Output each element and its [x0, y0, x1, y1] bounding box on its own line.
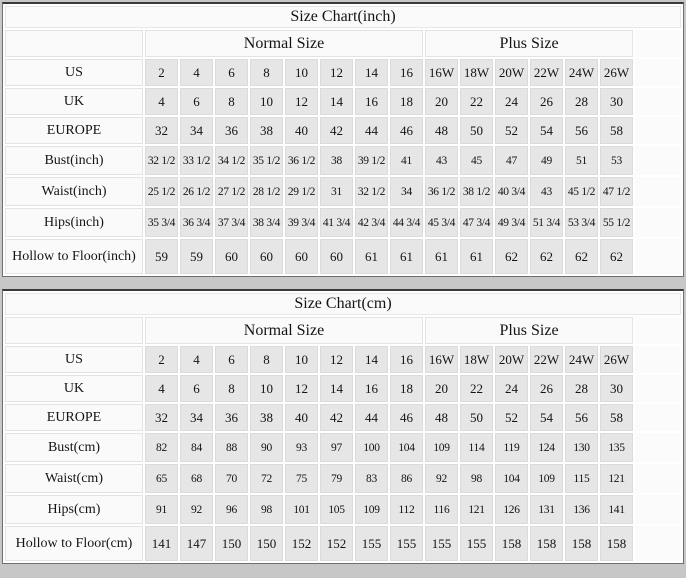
- size-value-cell: 42: [320, 404, 353, 431]
- size-value-cell: 54: [530, 404, 563, 431]
- size-value-cell: 25 1/2: [145, 177, 178, 206]
- size-value-cell: 70: [215, 464, 248, 493]
- row-label: Hips(inch): [5, 208, 143, 237]
- size-value-cell: 34: [390, 177, 423, 206]
- size-value-cell: 10: [250, 375, 283, 402]
- size-value-cell: 91: [145, 495, 178, 524]
- title-row: [5, 293, 681, 315]
- size-value-cell: 141: [145, 526, 178, 561]
- size-value-cell: 30: [600, 88, 633, 115]
- size-value-cell: 24: [495, 88, 528, 115]
- table-row: [5, 117, 681, 144]
- row-label: Hollow to Floor(cm): [5, 526, 143, 561]
- size-value-cell: 38: [320, 146, 353, 175]
- size-value-cell: 46: [390, 117, 423, 144]
- row-label: Waist(inch): [5, 177, 143, 206]
- size-value-cell: 100: [355, 433, 388, 462]
- size-value-cell: 124: [530, 433, 563, 462]
- size-value-cell: 36 3/4: [180, 208, 213, 237]
- size-value-cell: 14: [355, 59, 388, 86]
- size-value-cell: 155: [425, 526, 458, 561]
- size-value-cell: 68: [180, 464, 213, 493]
- size-value-cell: 40: [285, 117, 318, 144]
- row-label: EUROPE: [5, 117, 143, 144]
- size-value-cell: 147: [180, 526, 213, 561]
- size-value-cell: 44 3/4: [390, 208, 423, 237]
- size-value-cell: 59: [145, 239, 178, 274]
- size-value-cell: 14: [355, 346, 388, 373]
- size-value-cell: 92: [180, 495, 213, 524]
- size-value-cell: 52: [495, 404, 528, 431]
- size-value-cell: 158: [600, 526, 633, 561]
- size-value-cell: 97: [320, 433, 353, 462]
- size-value-cell: 109: [530, 464, 563, 493]
- table-title: Size Chart(inch): [5, 6, 681, 28]
- size-value-cell: 58: [600, 117, 633, 144]
- size-value-cell: 16W: [425, 346, 458, 373]
- size-value-cell: 50: [460, 404, 493, 431]
- table-row: [5, 208, 681, 237]
- size-value-cell: 59: [180, 239, 213, 274]
- size-value-cell: 47 1/2: [600, 177, 633, 206]
- table-row: [5, 59, 681, 86]
- size-value-cell: 24: [495, 375, 528, 402]
- size-value-cell: 54: [530, 117, 563, 144]
- size-value-cell: 35 1/2: [250, 146, 283, 175]
- plus-size-header: Plus Size: [425, 30, 633, 57]
- size-value-cell: 39 3/4: [285, 208, 318, 237]
- size-chart-cm-table: [2, 289, 684, 564]
- size-value-cell: 4: [145, 375, 178, 402]
- size-value-cell: 12: [285, 375, 318, 402]
- size-value-cell: 41 3/4: [320, 208, 353, 237]
- size-value-cell: 44: [355, 117, 388, 144]
- size-value-cell: 36 1/2: [425, 177, 458, 206]
- size-value-cell: 60: [320, 239, 353, 274]
- size-value-cell: 49: [530, 146, 563, 175]
- size-value-cell: 38 3/4: [250, 208, 283, 237]
- size-value-cell: 22W: [530, 59, 563, 86]
- size-value-cell: 62: [530, 239, 563, 274]
- size-value-cell: 28: [565, 375, 598, 402]
- size-value-cell: 150: [215, 526, 248, 561]
- size-value-cell: 53: [600, 146, 633, 175]
- size-value-cell: 155: [460, 526, 493, 561]
- size-value-cell: 60: [285, 239, 318, 274]
- filler-cell: [635, 177, 681, 206]
- size-value-cell: 88: [215, 433, 248, 462]
- size-value-cell: 16W: [425, 59, 458, 86]
- size-value-cell: 43: [425, 146, 458, 175]
- table-row: [5, 346, 681, 373]
- size-value-cell: 27 1/2: [215, 177, 248, 206]
- size-value-cell: 56: [565, 404, 598, 431]
- size-value-cell: 53 3/4: [565, 208, 598, 237]
- size-value-cell: 119: [495, 433, 528, 462]
- size-value-cell: 20W: [495, 346, 528, 373]
- size-value-cell: 155: [390, 526, 423, 561]
- size-value-cell: 121: [600, 464, 633, 493]
- size-value-cell: 75: [285, 464, 318, 493]
- size-value-cell: 26W: [600, 59, 633, 86]
- filler-cell: [635, 146, 681, 175]
- size-value-cell: 56: [565, 117, 598, 144]
- size-value-cell: 51 3/4: [530, 208, 563, 237]
- size-value-cell: 51: [565, 146, 598, 175]
- filler-cell: [635, 317, 681, 344]
- size-value-cell: 12: [320, 59, 353, 86]
- size-value-cell: 96: [215, 495, 248, 524]
- table-row: [5, 404, 681, 431]
- size-value-cell: 47: [495, 146, 528, 175]
- row-label: Hollow to Floor(inch): [5, 239, 143, 274]
- row-label: US: [5, 346, 143, 373]
- size-value-cell: 61: [355, 239, 388, 274]
- row-label: EUROPE: [5, 404, 143, 431]
- size-value-cell: 105: [320, 495, 353, 524]
- size-value-cell: 6: [180, 375, 213, 402]
- size-value-cell: 114: [460, 433, 493, 462]
- size-value-cell: 79: [320, 464, 353, 493]
- size-value-cell: 22: [460, 88, 493, 115]
- size-value-cell: 16: [390, 59, 423, 86]
- table-row: [5, 88, 681, 115]
- size-value-cell: 109: [355, 495, 388, 524]
- size-value-cell: 40: [285, 404, 318, 431]
- size-value-cell: 61: [425, 239, 458, 274]
- filler-cell: [635, 495, 681, 524]
- size-value-cell: 36 1/2: [285, 146, 318, 175]
- size-value-cell: 28 1/2: [250, 177, 283, 206]
- size-value-cell: 20W: [495, 59, 528, 86]
- size-value-cell: 158: [530, 526, 563, 561]
- size-value-cell: 86: [390, 464, 423, 493]
- size-value-cell: 130: [565, 433, 598, 462]
- size-value-cell: 8: [215, 88, 248, 115]
- size-value-cell: 36: [215, 117, 248, 144]
- size-value-cell: 49 3/4: [495, 208, 528, 237]
- size-value-cell: 62: [565, 239, 598, 274]
- size-value-cell: 2: [145, 59, 178, 86]
- size-value-cell: 31: [320, 177, 353, 206]
- size-value-cell: 22: [460, 375, 493, 402]
- row-label: UK: [5, 88, 143, 115]
- size-value-cell: 26W: [600, 346, 633, 373]
- size-value-cell: 4: [145, 88, 178, 115]
- size-value-cell: 150: [250, 526, 283, 561]
- size-value-cell: 34 1/2: [215, 146, 248, 175]
- size-value-cell: 65: [145, 464, 178, 493]
- table-row: [5, 464, 681, 493]
- plus-size-header: Plus Size: [425, 317, 633, 344]
- size-value-cell: 39 1/2: [355, 146, 388, 175]
- size-value-cell: 14: [320, 375, 353, 402]
- size-value-cell: 84: [180, 433, 213, 462]
- size-value-cell: 40 3/4: [495, 177, 528, 206]
- column-group-row: [5, 317, 681, 344]
- size-value-cell: 10: [250, 88, 283, 115]
- size-value-cell: 29 1/2: [285, 177, 318, 206]
- size-value-cell: 18W: [460, 59, 493, 86]
- size-value-cell: 55 1/2: [600, 208, 633, 237]
- size-value-cell: 72: [250, 464, 283, 493]
- size-value-cell: 30: [600, 375, 633, 402]
- column-group-row: [5, 30, 681, 57]
- size-value-cell: 26 1/2: [180, 177, 213, 206]
- table-title: Size Chart(cm): [5, 293, 681, 315]
- size-value-cell: 20: [425, 88, 458, 115]
- size-value-cell: 136: [565, 495, 598, 524]
- table-row: [5, 495, 681, 524]
- row-label: Bust(inch): [5, 146, 143, 175]
- size-chart-cm-body: [5, 346, 681, 561]
- size-value-cell: 135: [600, 433, 633, 462]
- size-value-cell: 10: [285, 346, 318, 373]
- size-value-cell: 18W: [460, 346, 493, 373]
- size-value-cell: 155: [355, 526, 388, 561]
- filler-cell: [635, 404, 681, 431]
- size-value-cell: 152: [285, 526, 318, 561]
- filler-cell: [635, 375, 681, 402]
- filler-cell: [635, 30, 681, 57]
- size-value-cell: 141: [600, 495, 633, 524]
- size-value-cell: 18: [390, 375, 423, 402]
- size-value-cell: 47 3/4: [460, 208, 493, 237]
- size-value-cell: 6: [215, 59, 248, 86]
- size-value-cell: 8: [250, 346, 283, 373]
- size-value-cell: 32: [145, 404, 178, 431]
- size-value-cell: 126: [495, 495, 528, 524]
- size-value-cell: 32: [145, 117, 178, 144]
- filler-cell: [635, 346, 681, 373]
- size-value-cell: 4: [180, 346, 213, 373]
- size-value-cell: 26: [530, 88, 563, 115]
- filler-cell: [635, 239, 681, 274]
- size-value-cell: 10: [285, 59, 318, 86]
- size-value-cell: 45: [460, 146, 493, 175]
- size-value-cell: 98: [250, 495, 283, 524]
- size-value-cell: 14: [320, 88, 353, 115]
- size-value-cell: 6: [180, 88, 213, 115]
- size-value-cell: 38: [250, 404, 283, 431]
- size-value-cell: 24W: [565, 59, 598, 86]
- size-value-cell: 62: [600, 239, 633, 274]
- size-value-cell: 6: [215, 346, 248, 373]
- size-value-cell: 52: [495, 117, 528, 144]
- size-chart-inch-body: [5, 59, 681, 274]
- size-value-cell: 12: [320, 346, 353, 373]
- normal-size-header: Normal Size: [145, 317, 423, 344]
- size-value-cell: 131: [530, 495, 563, 524]
- table-row: [5, 526, 681, 561]
- size-value-cell: 28: [565, 88, 598, 115]
- size-value-cell: 36: [215, 404, 248, 431]
- filler-cell: [635, 59, 681, 86]
- row-label: UK: [5, 375, 143, 402]
- size-value-cell: 38 1/2: [460, 177, 493, 206]
- size-value-cell: 24W: [565, 346, 598, 373]
- size-value-cell: 45 1/2: [565, 177, 598, 206]
- table-row: [5, 146, 681, 175]
- size-value-cell: 16: [355, 88, 388, 115]
- size-value-cell: 20: [425, 375, 458, 402]
- size-value-cell: 109: [425, 433, 458, 462]
- size-value-cell: 32 1/2: [145, 146, 178, 175]
- size-value-cell: 38: [250, 117, 283, 144]
- size-value-cell: 83: [355, 464, 388, 493]
- size-value-cell: 41: [390, 146, 423, 175]
- size-value-cell: 4: [180, 59, 213, 86]
- table-row: [5, 239, 681, 274]
- size-value-cell: 16: [390, 346, 423, 373]
- size-value-cell: 101: [285, 495, 318, 524]
- size-value-cell: 8: [215, 375, 248, 402]
- size-value-cell: 90: [250, 433, 283, 462]
- size-value-cell: 93: [285, 433, 318, 462]
- size-value-cell: 34: [180, 404, 213, 431]
- size-value-cell: 26: [530, 375, 563, 402]
- size-value-cell: 8: [250, 59, 283, 86]
- title-row: [5, 6, 681, 28]
- filler-cell: [635, 433, 681, 462]
- size-value-cell: 152: [320, 526, 353, 561]
- row-label: Hips(cm): [5, 495, 143, 524]
- size-value-cell: 61: [460, 239, 493, 274]
- size-value-cell: 44: [355, 404, 388, 431]
- size-value-cell: 104: [495, 464, 528, 493]
- row-label: US: [5, 59, 143, 86]
- size-value-cell: 60: [215, 239, 248, 274]
- filler-cell: [635, 208, 681, 237]
- size-value-cell: 33 1/2: [180, 146, 213, 175]
- size-value-cell: 158: [495, 526, 528, 561]
- size-value-cell: 34: [180, 117, 213, 144]
- size-value-cell: 42 3/4: [355, 208, 388, 237]
- size-value-cell: 60: [250, 239, 283, 274]
- corner-cell: [5, 317, 143, 344]
- filler-cell: [635, 117, 681, 144]
- size-value-cell: 48: [425, 117, 458, 144]
- size-value-cell: 116: [425, 495, 458, 524]
- table-row: [5, 433, 681, 462]
- normal-size-header: Normal Size: [145, 30, 423, 57]
- size-value-cell: 18: [390, 88, 423, 115]
- size-value-cell: 2: [145, 346, 178, 373]
- size-value-cell: 58: [600, 404, 633, 431]
- row-label: Bust(cm): [5, 433, 143, 462]
- size-value-cell: 158: [565, 526, 598, 561]
- filler-cell: [635, 88, 681, 115]
- size-value-cell: 42: [320, 117, 353, 144]
- size-value-cell: 92: [425, 464, 458, 493]
- row-label: Waist(cm): [5, 464, 143, 493]
- size-value-cell: 46: [390, 404, 423, 431]
- size-value-cell: 115: [565, 464, 598, 493]
- table-row: [5, 177, 681, 206]
- size-value-cell: 45 3/4: [425, 208, 458, 237]
- filler-cell: [635, 526, 681, 561]
- size-value-cell: 37 3/4: [215, 208, 248, 237]
- size-value-cell: 32 1/2: [355, 177, 388, 206]
- size-value-cell: 112: [390, 495, 423, 524]
- corner-cell: [5, 30, 143, 57]
- size-value-cell: 12: [285, 88, 318, 115]
- size-value-cell: 62: [495, 239, 528, 274]
- table-row: [5, 375, 681, 402]
- size-value-cell: 98: [460, 464, 493, 493]
- size-value-cell: 43: [530, 177, 563, 206]
- size-value-cell: 61: [390, 239, 423, 274]
- size-value-cell: 50: [460, 117, 493, 144]
- size-value-cell: 121: [460, 495, 493, 524]
- size-chart-inch-table: [2, 2, 684, 277]
- size-value-cell: 16: [355, 375, 388, 402]
- size-value-cell: 48: [425, 404, 458, 431]
- size-value-cell: 35 3/4: [145, 208, 178, 237]
- size-value-cell: 104: [390, 433, 423, 462]
- size-value-cell: 82: [145, 433, 178, 462]
- filler-cell: [635, 464, 681, 493]
- size-value-cell: 22W: [530, 346, 563, 373]
